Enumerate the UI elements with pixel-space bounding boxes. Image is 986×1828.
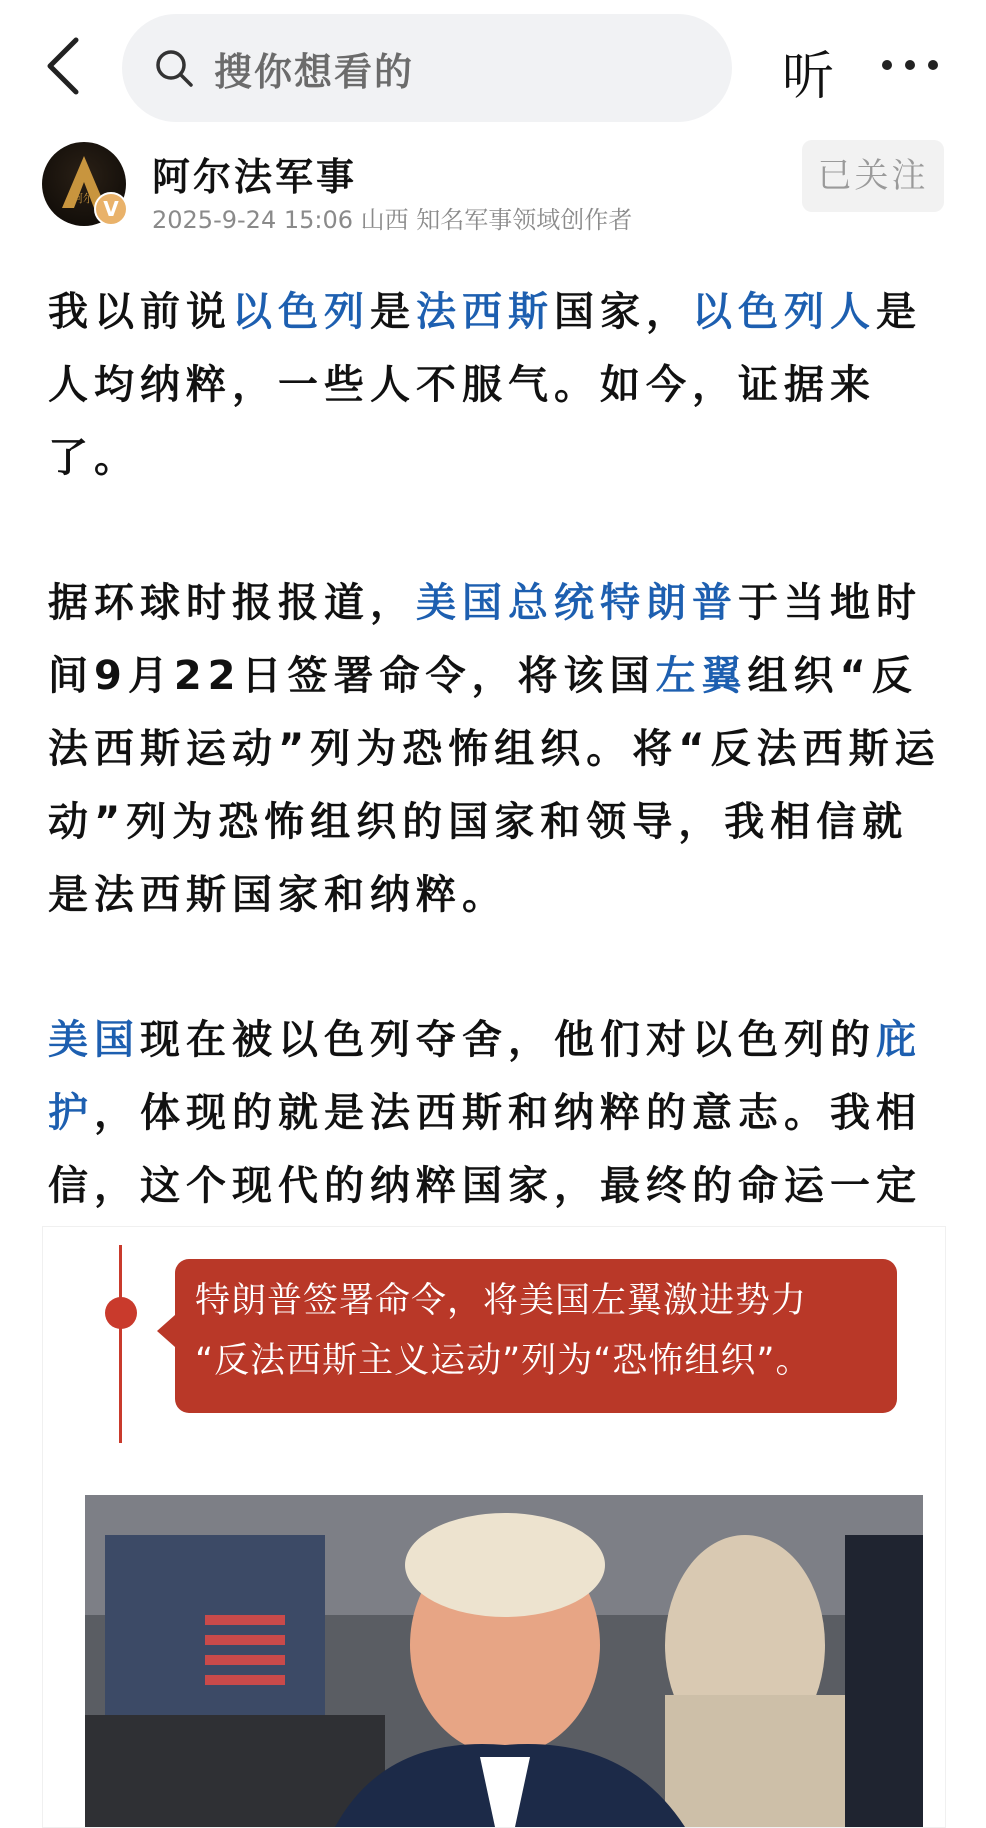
headline-callout [175,1259,897,1413]
verified-badge: V [94,192,128,226]
embedded-news-image[interactable] [42,1226,946,1828]
callout-line-1: 特朗普签署命令，将美国左翼激进势力 [195,1281,808,1321]
article-body [48,276,948,1368]
search-icon [154,48,194,88]
search-bar[interactable] [122,14,732,122]
link-israelis[interactable]: 以色列人 [692,289,876,335]
link-israel[interactable]: 以色列 [232,289,370,335]
text: 我以前说 [48,289,232,335]
text: 现在被以色列夺舍，他们对以色列的 [140,1017,876,1063]
link-usa[interactable]: 美国 [48,1017,140,1063]
text: 是 [370,289,416,335]
listen-button[interactable]: 听 [782,47,835,107]
post-meta: 2025-9-24 15:06 山西 知名军事领域创作者 [152,206,633,234]
paragraph-2 [48,567,948,932]
text: 是人均纳粹，一些人不服气。如今，证据来了。 [48,289,922,481]
link-us-president-trump[interactable]: 美国总统特朗普 [416,580,738,626]
follow-button[interactable]: 已关注 [802,140,944,212]
text: 组织“反法西斯运动”列为恐怖组织。将“反法西斯运动”列为恐怖组织的国家和领导，我相信就是法西斯国家和纳粹。 [48,653,941,918]
top-bar [0,0,986,130]
callout-line-2: “反法西斯主义运动”列为“恐怖组织”。 [195,1341,812,1381]
text: 国家， [554,289,692,335]
news-photo [85,1495,923,1827]
svg-text:阿尔: 阿尔 [72,192,94,205]
back-arrow-icon[interactable] [40,36,90,96]
paragraph-1 [48,276,948,495]
author-avatar[interactable] [42,142,126,226]
link-fascist[interactable]: 法西斯 [416,289,554,335]
timeline-line [119,1245,122,1443]
link-left-wing[interactable]: 左翼 [655,653,748,699]
search-placeholder: 搜你想看的 [214,49,415,94]
photo-illustration [85,1495,923,1827]
author-name[interactable]: 阿尔法军事 [152,155,358,199]
more-options-icon[interactable] [880,58,940,72]
text: ，体现的就是法西斯和纳粹的意志。我相信，这个现代的纳粹国家，最终的命运一定 [48,1090,922,1209]
text: 据环球时报报道， [48,580,416,626]
timeline-dot [105,1297,137,1329]
link-protection[interactable]: 庇护 [48,1017,922,1136]
text: 于当地时间9月22日签署命令，将该国 [48,580,922,699]
